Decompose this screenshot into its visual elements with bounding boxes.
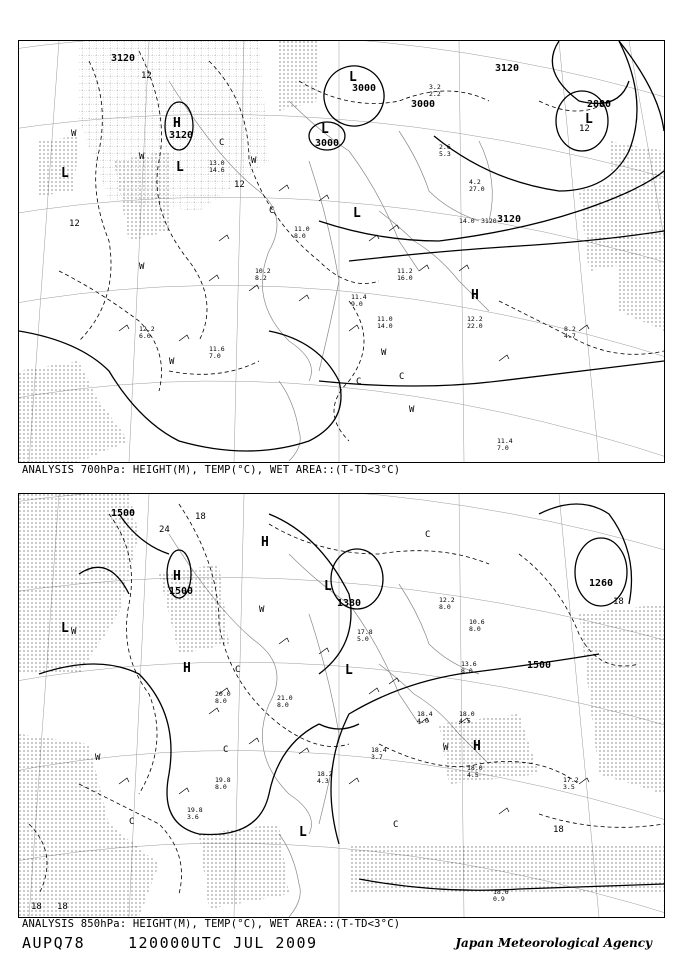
- height-label: 1500: [111, 508, 136, 519]
- obs-value: 18.0: [467, 764, 483, 772]
- obs-value: 21.0: [277, 694, 293, 702]
- isotherm-label: 18: [31, 902, 42, 912]
- pressure-center: L: [321, 122, 329, 137]
- obs-value: 7.0: [209, 352, 221, 360]
- agency-credit: Japan Meteorological Agency: [455, 936, 652, 950]
- station-obs: [563, 776, 579, 791]
- station-obs: [397, 267, 413, 282]
- station-obs: [429, 83, 441, 98]
- isotherm-label: 12: [141, 71, 152, 81]
- station-obs: [215, 690, 231, 705]
- obs-value: 5.0: [357, 635, 369, 643]
- warm-cold-label: W: [71, 129, 77, 139]
- obs-value: 12.2: [467, 315, 483, 323]
- panel-caption-850hpa: ANALYSIS 850hPa: HEIGHT(M), TEMP(°C), WET AREA::(T-TD<3°C): [22, 918, 401, 930]
- isotherm-label: 24: [159, 525, 170, 535]
- obs-value: 4.2: [469, 178, 481, 186]
- obs-value: 10.6: [469, 618, 485, 626]
- isotherm-label: 12: [69, 219, 80, 229]
- warm-cold-label: C: [425, 530, 431, 540]
- warm-cold-label: W: [71, 627, 77, 637]
- obs-value: 8.0: [469, 625, 481, 633]
- isotherm-label: 12: [579, 124, 590, 134]
- station-obs: [187, 806, 203, 821]
- height-label: 1500: [527, 660, 552, 671]
- warm-cold-label: W: [139, 262, 145, 272]
- obs-value: 18.4: [417, 710, 433, 718]
- pressure-center: L: [345, 663, 353, 678]
- warm-cold-label: W: [409, 405, 415, 415]
- station-obs: [497, 437, 513, 452]
- obs-value: 8.0: [215, 783, 227, 791]
- warm-cold-label: C: [129, 817, 135, 827]
- obs-value: 3120: [481, 217, 497, 225]
- warm-cold-label: C: [399, 372, 405, 382]
- height-contours: [39, 504, 664, 890]
- obs-value: 17.2: [563, 776, 579, 784]
- obs-value: 11.4: [351, 293, 367, 301]
- station-obs: [377, 315, 393, 330]
- obs-value: 8.0: [215, 697, 227, 705]
- station-obs: [439, 596, 455, 611]
- height-label: 3120: [169, 130, 194, 141]
- obs-value: 19.8: [215, 776, 231, 784]
- station-obs: [317, 770, 333, 785]
- obs-value: 12.2: [439, 596, 455, 604]
- warm-cold-label: C: [356, 377, 362, 387]
- map-850hpa-canvas: [19, 494, 664, 917]
- station-obs: [459, 217, 497, 225]
- obs-value: 11.0: [377, 315, 393, 323]
- pressure-center: L: [61, 621, 69, 636]
- station-obs: [209, 159, 225, 174]
- station-obs: [209, 345, 225, 360]
- station-obs: [371, 746, 387, 761]
- panel-caption-700hpa: ANALYSIS 700hPa: HEIGHT(M), TEMP(°C), WET AREA::(T-TD<3°C): [22, 464, 401, 476]
- obs-value: 11.6: [209, 345, 225, 353]
- station-obs: [351, 293, 367, 308]
- height-label: 3000: [411, 99, 436, 110]
- obs-value: 17.8: [357, 628, 373, 636]
- obs-value: 5.3: [439, 150, 451, 158]
- warm-cold-label: W: [251, 156, 257, 166]
- station-obs: [564, 325, 576, 340]
- pressure-center: L: [176, 160, 184, 175]
- product-id: AUPQ78: [22, 934, 86, 952]
- station-obs: [215, 776, 231, 791]
- obs-value: 14.0: [459, 217, 475, 225]
- obs-value: 27.0: [469, 185, 485, 193]
- warm-cold-label: C: [393, 820, 399, 830]
- obs-value: 6.0: [139, 332, 151, 340]
- height-label: 3120: [495, 63, 520, 74]
- station-obs: [439, 143, 451, 158]
- obs-value: 8.2: [255, 274, 267, 282]
- obs-value: 18.4: [371, 746, 387, 754]
- pressure-center: L: [299, 825, 307, 840]
- obs-value: 4.5: [467, 771, 479, 779]
- pressure-center: L: [324, 579, 332, 594]
- pressure-center: H: [183, 661, 191, 676]
- wet-areas: [19, 494, 664, 917]
- valid-time: 120000UTC JUL 2009: [128, 934, 318, 952]
- obs-value: 4.7: [564, 332, 576, 340]
- obs-value: 4.3: [317, 777, 329, 785]
- map-panel-850hpa: [18, 493, 665, 918]
- isotherm-label: 12: [234, 180, 245, 190]
- height-label: 1500: [169, 586, 194, 597]
- pressure-center: L: [585, 112, 593, 127]
- warm-cold-label: C: [223, 745, 229, 755]
- obs-value: 13.0: [209, 159, 225, 167]
- warm-cold-label: W: [443, 743, 449, 753]
- station-obs: [469, 178, 485, 193]
- station-obs: [294, 225, 310, 240]
- obs-value: 8.0: [294, 232, 306, 240]
- obs-value: 14.6: [209, 166, 225, 174]
- obs-value: 9.0: [351, 300, 363, 308]
- height-label: 3000: [315, 138, 340, 149]
- station-obs: [417, 710, 433, 725]
- obs-value: 16.0: [397, 274, 413, 282]
- height-label: 2880: [587, 99, 612, 110]
- warm-cold-label: C: [235, 665, 241, 675]
- obs-value: 11.4: [497, 437, 513, 445]
- isotherm-label: 18: [195, 512, 206, 522]
- pressure-center: L: [61, 166, 69, 181]
- obs-value: 22.0: [467, 322, 483, 330]
- obs-value: 2.6: [439, 143, 451, 151]
- obs-value: 0.9: [493, 895, 505, 903]
- obs-value: 3.2: [429, 83, 441, 91]
- obs-value: 3.5: [563, 783, 575, 791]
- isotherm-label: 18: [613, 597, 624, 607]
- warm-cold-label: W: [259, 605, 265, 615]
- obs-value: 18.2: [317, 770, 333, 778]
- warm-cold-label: C: [269, 206, 275, 216]
- pressure-center: H: [173, 116, 181, 131]
- station-obs: [277, 694, 293, 709]
- obs-value: 14.0: [377, 322, 393, 330]
- obs-value: 8.0: [277, 701, 289, 709]
- height-label: 3120: [497, 214, 522, 225]
- isotherm-label: 18: [553, 825, 564, 835]
- station-obs: [467, 315, 483, 330]
- station-obs: [255, 267, 271, 282]
- height-label: 3000: [352, 83, 377, 94]
- warm-cold-label: W: [95, 753, 101, 763]
- obs-value: 11.0: [294, 225, 310, 233]
- obs-value: 8.0: [439, 603, 451, 611]
- obs-value: 18.6: [493, 888, 509, 896]
- warm-cold-label: W: [139, 152, 145, 162]
- map-700hpa-canvas: [19, 41, 664, 462]
- obs-value: 10.2: [255, 267, 271, 275]
- warm-cold-label: W: [381, 348, 387, 358]
- obs-value: 12.2: [139, 325, 155, 333]
- station-obs: [493, 888, 509, 903]
- pressure-center: H: [473, 739, 481, 754]
- obs-value: 11.2: [397, 267, 413, 275]
- pressure-center: H: [471, 288, 479, 303]
- pressure-center: L: [353, 206, 361, 221]
- isotherm-label: 18: [57, 902, 68, 912]
- station-obs: [357, 628, 373, 643]
- obs-value: 3.6: [187, 813, 199, 821]
- obs-value: 4.5: [459, 717, 471, 725]
- obs-value: 18.0: [459, 710, 475, 718]
- pressure-center: H: [261, 535, 269, 550]
- height-label: 3120: [111, 53, 136, 64]
- obs-value: 13.6: [461, 660, 477, 668]
- pressure-center: L: [349, 70, 357, 85]
- warm-cold-label: C: [219, 138, 225, 148]
- obs-value: 19.8: [187, 806, 203, 814]
- pressure-center: H: [173, 569, 181, 584]
- map-panel-700hpa: [18, 40, 665, 463]
- warm-cold-label: W: [169, 357, 175, 367]
- obs-value: 20.0: [215, 690, 231, 698]
- obs-value: 8.0: [461, 667, 473, 675]
- obs-value: 8.2: [564, 325, 576, 333]
- height-label: 1260: [589, 578, 614, 589]
- height-label: 1380: [337, 598, 362, 609]
- station-obs: [469, 618, 485, 633]
- obs-value: 2.2: [429, 90, 441, 98]
- obs-value: 7.0: [497, 444, 509, 452]
- obs-value: 3.7: [371, 753, 383, 761]
- obs-value: 4.0: [417, 717, 429, 725]
